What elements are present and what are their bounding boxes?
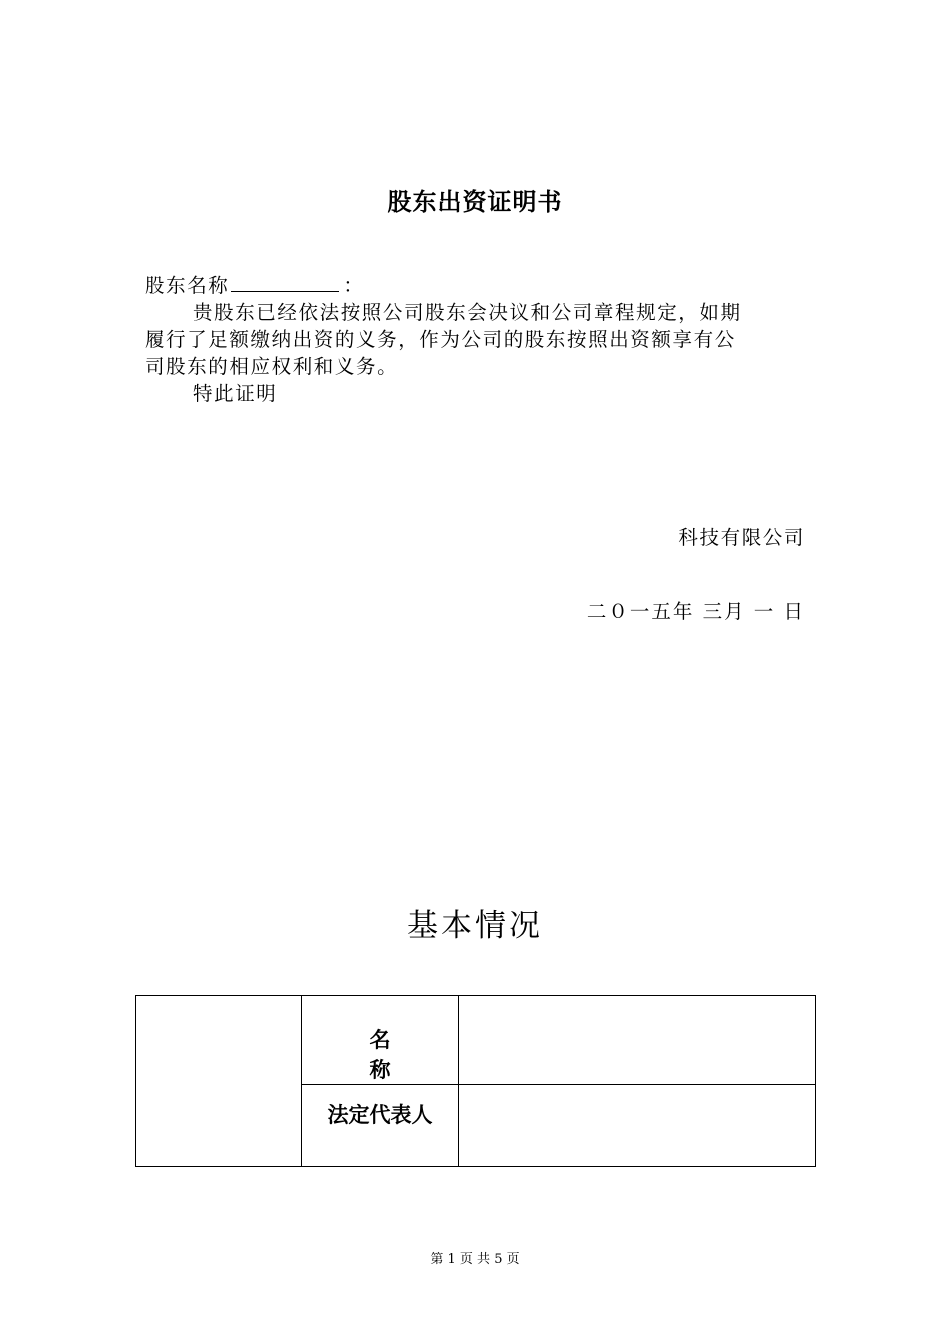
company-name: 科技有限公司 [678,526,805,549]
paragraph-line-2: 履行了足额缴纳出资的义务，作为公司的股东按照出资额享有公 [145,328,736,351]
table-label-name: 名称 [302,996,459,1085]
shareholder-name-blank [231,273,339,292]
page-footer: 第 1 页 共 5 页 [430,1252,520,1267]
paragraph-line-3: 司股东的相应权利和义务。 [145,355,399,378]
issue-date: 二０一五年 三月 一 日 [586,600,805,623]
shareholder-name-line [145,272,807,299]
shareholder-suffix: ： [343,274,365,297]
document-title: 股东出资证明书 [387,188,563,216]
closing-text: 特此证明 [193,382,278,405]
basic-info-table [135,995,816,1167]
table-value-legal-rep[interactable] [459,1085,816,1167]
table-row [136,996,816,1085]
table-label-legal-rep: 法定代表人 [302,1085,459,1167]
table-value-name[interactable] [459,996,816,1085]
certificate-body [145,272,807,407]
table-cell-blank [136,996,302,1167]
section-heading: 基本情况 [407,908,543,944]
shareholder-label: 股东名称 [145,274,230,297]
paragraph-line-1: 贵股东已经依法按照公司股东会决议和公司章程规定，如期 [193,301,742,324]
